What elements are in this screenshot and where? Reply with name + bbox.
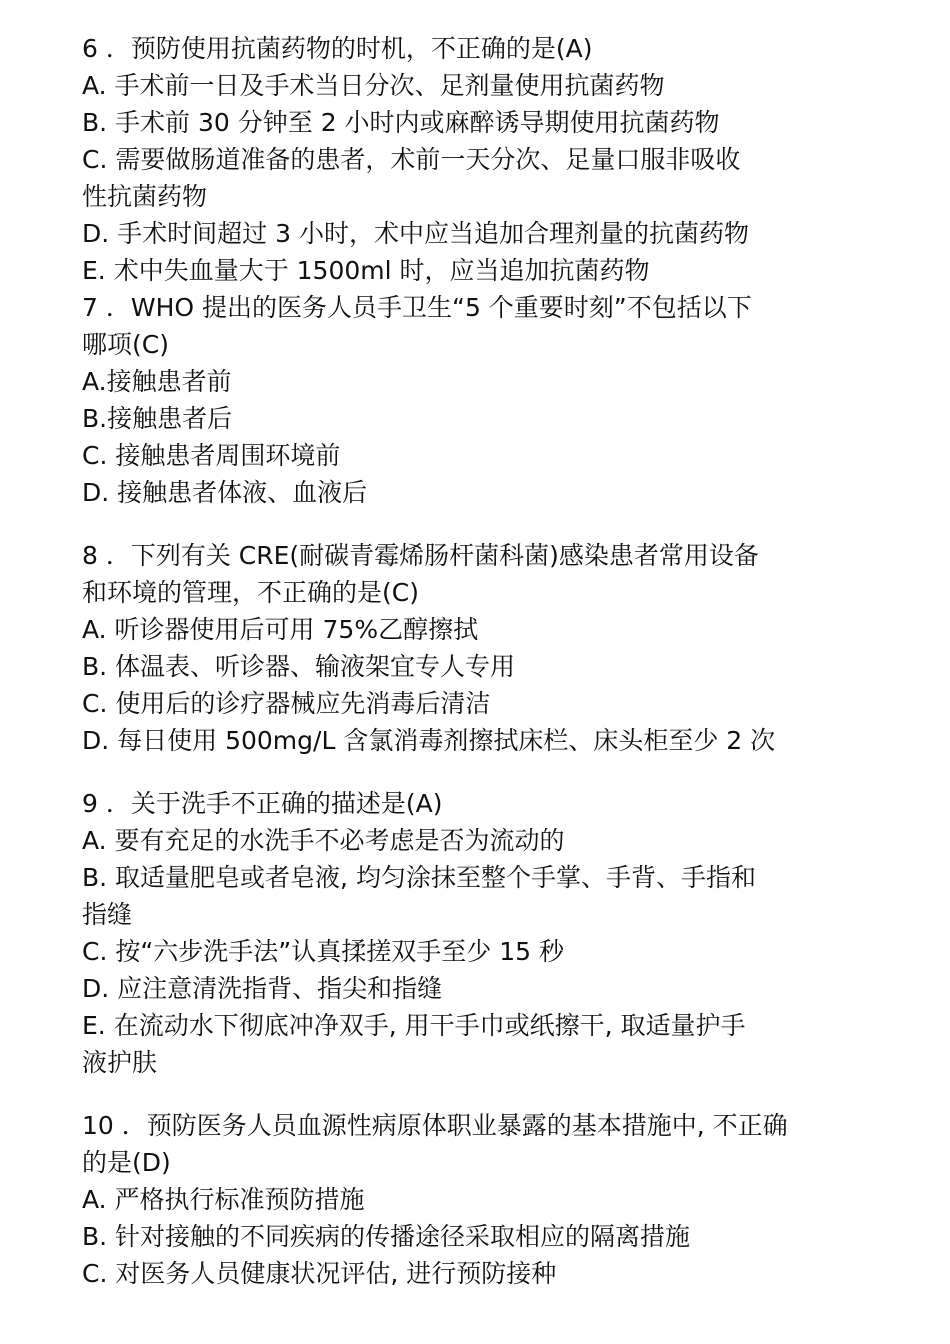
- question-9: [82, 785, 882, 1081]
- question-7-option-a: A.接触患者前: [82, 367, 232, 396]
- question-9-option-b: B. 取适量肥皂或者皂液, 均匀涂抹至整个手掌、手背、手指和: [82, 863, 756, 892]
- question-6-stem: 6 ．预防使用抗菌药物的时机，不正确的是(A): [82, 34, 593, 63]
- question-7-option-d: D. 接触患者体液、血液后: [82, 478, 368, 507]
- question-8-option-b: B. 体温表、听诊器、输液架宜专人专用: [82, 652, 516, 681]
- question-8-option-c: C. 使用后的诊疗器械应先消毒后清洁: [82, 689, 491, 718]
- question-9-stem: 9 ．关于洗手不正确的描述是(A): [82, 789, 443, 818]
- question-6-option-e: E. 术中失血量大于 1500ml 时，应当追加抗菌药物: [82, 256, 650, 285]
- question-8-option-d: D. 每日使用 500mg/L 含氯消毒剂擦拭床栏、床头柜至少 2 次: [82, 726, 776, 755]
- question-10-option-b: B. 针对接触的不同疾病的传播途径采取相应的隔离措施: [82, 1222, 691, 1251]
- question-spacer: [82, 1081, 882, 1107]
- question-7: [82, 289, 882, 511]
- question-10-stem-continued: 的是(D): [82, 1148, 171, 1177]
- question-8-option-a: A. 听诊器使用后可用 75%乙醇擦拭: [82, 615, 479, 644]
- question-6-option-a: A. 手术前一日及手术当日分次、足剂量使用抗菌药物: [82, 71, 665, 100]
- question-9-option-e: E. 在流动水下彻底冲净双手, 用干手巾或纸擦干, 取适量护手: [82, 1011, 746, 1040]
- question-6-option-c-continued: 性抗菌药物: [82, 182, 208, 211]
- question-10-option-a: A. 严格执行标准预防措施: [82, 1185, 365, 1214]
- question-9-option-d: D. 应注意清洗指背、指尖和指缝: [82, 974, 443, 1003]
- question-6-option-c: C. 需要做肠道准备的患者，术前一天分次、足量口服非吸收: [82, 145, 741, 174]
- question-10-option-c: C. 对医务人员健康状况评估, 进行预防接种: [82, 1259, 557, 1288]
- question-7-option-b: B.接触患者后: [82, 404, 233, 433]
- question-8-stem: 8 ．下列有关 CRE(耐碳青霉烯肠杆菌科菌)感染患者常用设备: [82, 541, 759, 570]
- question-10: [82, 1107, 882, 1292]
- question-spacer: [82, 511, 882, 537]
- question-9-option-b-continued: 指缝: [82, 900, 133, 929]
- question-9-option-c: C. 按“六步洗手法”认真揉搓双手至少 15 秒: [82, 937, 564, 966]
- question-7-stem-continued: 哪项(C): [82, 330, 169, 359]
- question-10-stem: 10 ．预防医务人员血源性病原体职业暴露的基本措施中, 不正确: [82, 1111, 788, 1140]
- question-6-option-d: D. 手术时间超过 3 小时，术中应当追加合理剂量的抗菌药物: [82, 219, 749, 248]
- question-6-option-b: B. 手术前 30 分钟至 2 小时内或麻醉诱导期使用抗菌药物: [82, 108, 720, 137]
- question-spacer: [82, 759, 882, 785]
- question-8: [82, 537, 882, 759]
- question-8-stem-continued: 和环境的管理，不正确的是(C): [82, 578, 419, 607]
- question-6: [82, 30, 882, 289]
- question-9-option-a: A. 要有充足的水洗手不必考虑是否为流动的: [82, 826, 565, 855]
- question-9-option-e-continued: 液护肤: [82, 1048, 158, 1077]
- document-page: [82, 30, 882, 1292]
- question-7-stem: 7 ．WHO 提出的医务人员手卫生“5 个重要时刻”不包括以下: [82, 293, 752, 322]
- question-7-option-c: C. 接触患者周围环境前: [82, 441, 341, 470]
